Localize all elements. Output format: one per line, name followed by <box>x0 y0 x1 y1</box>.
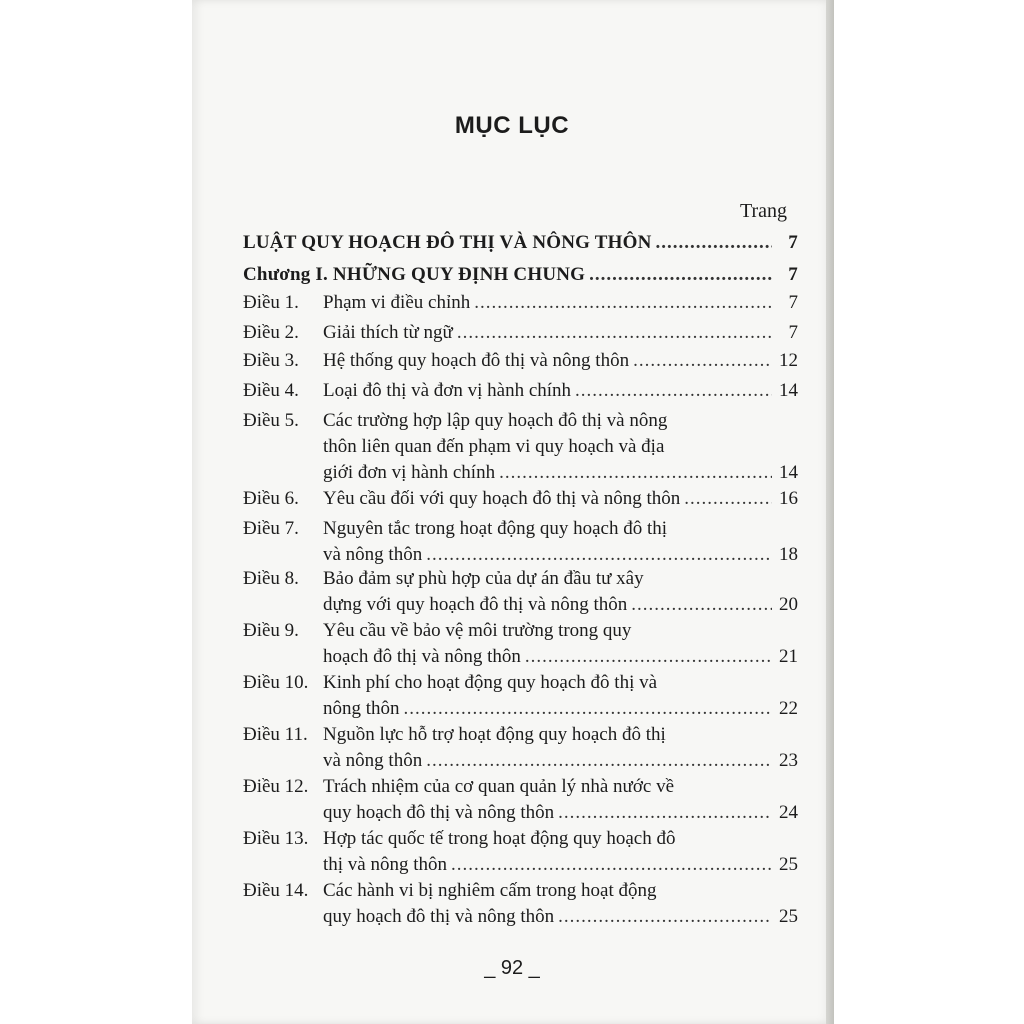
toc-article-label: Điều 10. <box>243 672 309 693</box>
toc-entry-text: Phạm vi điều chỉnh <box>323 292 471 313</box>
toc-article-label: Điều 2. <box>243 322 299 343</box>
toc-page-number: 24 <box>779 802 798 823</box>
toc-entry-text: Nguyên tắc trong hoạt động quy hoạch đô thị <box>323 518 668 539</box>
toc-entry[interactable] <box>243 722 798 774</box>
dot-leader <box>684 486 772 512</box>
dot-leader <box>633 348 772 374</box>
dot-leader <box>451 852 772 878</box>
toc-page-number: 16 <box>779 488 798 509</box>
toc-entry-text: Các trường hợp lập quy hoạch đô thị và nông <box>323 410 668 431</box>
dot-leader <box>404 696 772 722</box>
toc-page-number: 23 <box>779 750 798 771</box>
dot-leader <box>558 800 772 826</box>
page-column-header: Trang <box>740 200 788 222</box>
toc-chapter-heading[interactable] <box>243 262 798 288</box>
toc-page-number: 7 <box>788 322 798 343</box>
dot-leader <box>631 592 772 618</box>
toc-entry-text: Kinh phí cho hoạt động quy hoạch đô thị và <box>323 672 658 693</box>
toc-entry[interactable] <box>243 378 798 404</box>
toc-entry-text: Hệ thống quy hoạch đô thị và nông thôn <box>323 350 630 371</box>
toc-page-number: 7 <box>788 232 798 253</box>
toc-entry-text: và nông thôn <box>323 544 423 565</box>
toc-article-label: Điều 12. <box>243 776 309 797</box>
toc-entry[interactable] <box>243 486 798 512</box>
toc-entry-text: Trách nhiệm của cơ quan quản lý nhà nước về <box>323 776 675 797</box>
toc-entry[interactable] <box>243 670 798 722</box>
dot-leader <box>457 320 772 346</box>
toc-entry[interactable] <box>243 566 798 618</box>
toc-entry[interactable] <box>243 878 798 930</box>
toc-entry[interactable] <box>243 516 798 568</box>
toc-entry-text: Yêu cầu đối với quy hoạch đô thị và nông thôn <box>323 488 681 509</box>
toc-entry-text: nông thôn <box>323 698 400 719</box>
toc-entry[interactable] <box>243 618 798 670</box>
toc-entry[interactable] <box>243 826 798 878</box>
toc-entry-text: Loại đô thị và đơn vị hành chính <box>323 380 572 401</box>
toc-article-label: Điều 5. <box>243 410 299 431</box>
toc-article-label: Điều 1. <box>243 292 299 313</box>
toc-page-number: 18 <box>779 544 798 565</box>
toc-law-heading[interactable] <box>243 230 798 256</box>
dot-leader <box>474 290 772 316</box>
dot-leader <box>558 904 772 930</box>
toc-entry-text: Các hành vi bị nghiêm cấm trong hoạt động <box>323 880 657 901</box>
dot-leader <box>426 542 772 568</box>
toc-page-number: 22 <box>779 698 798 719</box>
toc-article-label: Điều 14. <box>243 880 309 901</box>
toc-page-number: 7 <box>788 264 798 285</box>
toc-page-number: 21 <box>779 646 798 667</box>
toc-page-number: 25 <box>779 854 798 875</box>
page-title: MỤC LỤC <box>454 112 570 139</box>
toc-entry-text: và nông thôn <box>323 750 423 771</box>
toc-page-number: 14 <box>779 380 798 401</box>
dot-leader <box>525 644 772 670</box>
toc-page-number: 7 <box>788 292 798 313</box>
toc-entry-text: Nguồn lực hỗ trợ hoạt động quy hoạch đô thị <box>323 724 666 745</box>
toc-entry-text: Yêu cầu về bảo vệ môi trường trong quy <box>323 620 632 641</box>
page-edge <box>826 0 834 1024</box>
toc-entry[interactable] <box>243 348 798 374</box>
toc-article-label: Điều 13. <box>243 828 309 849</box>
dot-leader <box>575 378 772 404</box>
toc-article-label: Điều 6. <box>243 488 299 509</box>
toc-article-label: Điều 11. <box>243 724 308 745</box>
toc-entry[interactable] <box>243 408 798 486</box>
toc-entry-text: dựng với quy hoạch đô thị và nông thôn <box>323 594 628 615</box>
toc-entry-text: hoạch đô thị và nông thôn <box>323 646 521 667</box>
toc-article-label: Điều 7. <box>243 518 299 539</box>
page-number: _ 92 _ <box>484 957 540 979</box>
toc-page-number: 12 <box>779 350 798 371</box>
toc-article-label: Điều 4. <box>243 380 299 401</box>
dot-leader <box>656 230 773 256</box>
toc-entry-text: thị và nông thôn <box>323 854 448 875</box>
toc-article-label: Điều 8. <box>243 568 299 589</box>
toc-article-label: Điều 9. <box>243 620 299 641</box>
dot-leader <box>426 748 772 774</box>
toc-entry[interactable] <box>243 320 798 346</box>
toc-page-number: 20 <box>779 594 798 615</box>
toc-entry-text: quy hoạch đô thị và nông thôn <box>323 906 555 927</box>
toc-heading-text: LUẬT QUY HOẠCH ĐÔ THỊ VÀ NÔNG THÔN <box>243 232 652 253</box>
toc-article-label: Điều 3. <box>243 350 299 371</box>
toc-entry-text: Bảo đảm sự phù hợp của dự án đầu tư xây <box>323 568 644 589</box>
toc-page-number: 14 <box>779 462 798 483</box>
toc-entry-text: thôn liên quan đến phạm vi quy hoạch và địa <box>323 436 665 457</box>
toc-entry-text: giới đơn vị hành chính <box>323 462 496 483</box>
toc-entry[interactable] <box>243 774 798 826</box>
toc-entry[interactable] <box>243 290 798 316</box>
toc-entry-text: quy hoạch đô thị và nông thôn <box>323 802 555 823</box>
dot-leader <box>589 262 772 288</box>
toc-entry-text: Hợp tác quốc tế trong hoạt động quy hoạch đô <box>323 828 676 849</box>
toc-page-number: 25 <box>779 906 798 927</box>
toc-heading-text: Chương I. NHỮNG QUY ĐỊNH CHUNG <box>243 264 586 285</box>
toc-entry-text: Giải thích từ ngữ <box>323 322 453 343</box>
dot-leader <box>499 460 772 486</box>
